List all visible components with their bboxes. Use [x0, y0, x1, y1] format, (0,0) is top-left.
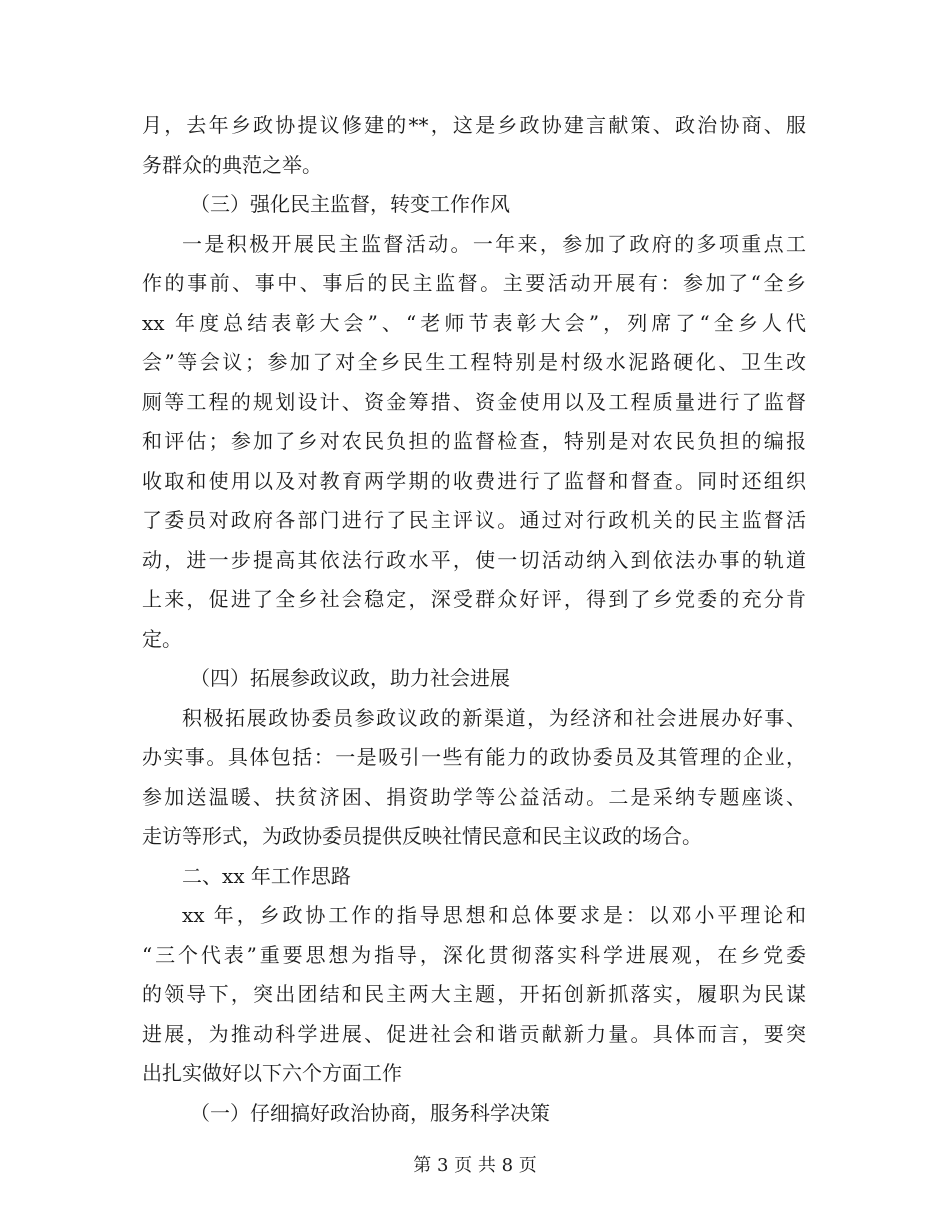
text-line: xx 年度总结表彰大会”、“老师节表彰大会”，列席了“全乡人代: [142, 310, 806, 335]
section-heading: （四）拓展参政议政，助力社会进展: [190, 666, 510, 690]
text-line: 上来，促进了全乡社会稳定，深受群众好评，得到了乡党委的充分肯: [142, 587, 806, 611]
text-line: xx 年，乡政协工作的指导思想和总体要求是：以邓小平理论和: [182, 903, 806, 927]
text-line: 了委员对政府各部门进行了民主评议。通过对行政机关的民主监督活: [142, 508, 806, 532]
text-line: 积极拓展政协委员参政议政的新渠道，为经济和社会进展办好事、: [182, 705, 806, 730]
text-line: 厕等工程的规划设计、资金筹措、资金使用以及工程质量进行了监督: [142, 389, 806, 414]
section-heading: （三）强化民主监督，转变工作作风: [190, 192, 510, 216]
text-line: 作的事前、事中、事后的民主监督。主要活动开展有：参加了“全乡: [142, 271, 806, 295]
text-line: 和评估；参加了乡对农民负担的监督检查，特别是对农民负担的编报: [142, 429, 806, 453]
section-heading: （一）仔细搞好政治协商，服务科学决策: [190, 1100, 550, 1125]
text-line: 出扎实做好以下六个方面工作: [142, 1061, 402, 1085]
text-line: “三个代表”重要思想为指导，深化贯彻落实科学进展观，在乡党委: [142, 942, 806, 967]
text-line: 办实事。具体包括：一是吸引一些有能力的政协委员及其管理的企业，: [142, 745, 806, 769]
text-line: 动，进一步提高其依法行政水平，使一切活动纳入到依法办事的轨道: [142, 547, 806, 572]
text-line: 进展，为推动科学进展、促进社会和谐贡献新力量。具体而言，要突: [142, 1021, 806, 1046]
text-line: 务群众的典范之举。: [142, 152, 322, 177]
text-line: 定。: [142, 626, 182, 651]
text-line: 走访等形式，为政协委员提供反映社情民意和民主议政的场合。: [142, 824, 702, 848]
text-line: 一是积极开展民主监督活动。一年来，参加了政府的多项重点工: [182, 231, 806, 256]
section-heading: 二、xx 年工作思路: [182, 863, 351, 888]
text-line: 月，去年乡政协提议修建的**，这是乡政协建言献策、政治协商、服: [142, 113, 806, 137]
text-line: 收取和使用以及对教育两学期的收费进行了监督和督查。同时还组织: [142, 468, 806, 493]
document-body: [142, 106, 806, 1133]
text-line: 会”等会议；参加了对全乡民生工程特别是村级水泥路硬化、卫生改: [142, 350, 806, 374]
text-line: 的领导下，突出团结和民主两大主题，开拓创新抓落实，履职为民谋: [142, 982, 806, 1006]
page-footer: 第 3 页 共 8 页: [413, 1155, 537, 1176]
text-line: 参加送温暖、扶贫济困、捐资助学等公益活动。二是采纳专题座谈、: [142, 784, 806, 809]
